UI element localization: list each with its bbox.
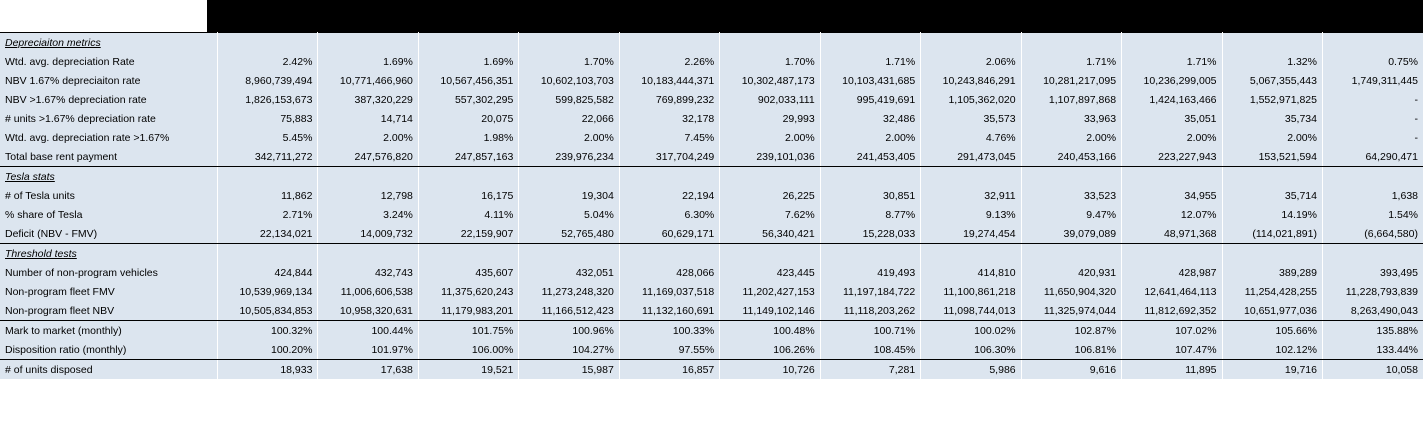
spacer-cell	[921, 244, 1021, 264]
spacer-cell	[1222, 167, 1322, 187]
row-value: 32,911	[921, 186, 1021, 205]
row-value: 317,704,249	[619, 147, 719, 167]
row-value: 420,931	[1021, 263, 1121, 282]
row-value: 902,033,111	[720, 90, 820, 109]
row-value: 424,844	[218, 263, 318, 282]
row-value: 104.27%	[519, 340, 619, 360]
row-value: 11,098,744,013	[921, 301, 1021, 321]
row-value: 34,955	[1122, 186, 1222, 205]
section-header-row	[0, 33, 1423, 53]
row-value: 10,236,299,005	[1122, 71, 1222, 90]
spacer-cell	[519, 244, 619, 264]
table-row	[0, 90, 1423, 109]
spacer-cell	[1222, 244, 1322, 264]
spacer-cell	[1322, 244, 1423, 264]
table-row	[0, 109, 1423, 128]
row-value: 10,302,487,173	[720, 71, 820, 90]
row-value: 106.30%	[921, 340, 1021, 360]
row-value: 12,641,464,113	[1122, 282, 1222, 301]
row-value: 14,009,732	[318, 224, 418, 244]
row-value: 291,473,045	[921, 147, 1021, 167]
row-label: Wtd. avg. depreciation Rate	[0, 52, 218, 71]
table-row	[0, 340, 1423, 360]
row-value: 2.00%	[318, 128, 418, 147]
row-value: 15,228,033	[820, 224, 920, 244]
section-title: Threshold tests	[5, 247, 77, 260]
spacer-cell	[1122, 244, 1222, 264]
row-value: 35,051	[1122, 109, 1222, 128]
row-value: 2.42%	[218, 52, 318, 71]
row-value: 4.11%	[418, 205, 518, 224]
row-value: 239,101,036	[720, 147, 820, 167]
table-row	[0, 321, 1423, 341]
row-value: 75,883	[218, 109, 318, 128]
spacer-cell	[619, 167, 719, 187]
row-value: 11,166,512,423	[519, 301, 619, 321]
table-row	[0, 128, 1423, 147]
row-value: 102.12%	[1222, 340, 1322, 360]
row-value: 11,325,974,044	[1021, 301, 1121, 321]
row-value: 10,771,466,960	[318, 71, 418, 90]
row-value: 11,202,427,153	[720, 282, 820, 301]
row-value: 10,058	[1322, 360, 1423, 380]
row-value: 135.88%	[1322, 321, 1423, 341]
table-row	[0, 282, 1423, 301]
row-value: 387,320,229	[318, 90, 418, 109]
row-value: 11,132,160,691	[619, 301, 719, 321]
row-value: 414,810	[921, 263, 1021, 282]
row-value: 12,798	[318, 186, 418, 205]
spacer-cell	[318, 33, 418, 53]
row-value: 239,976,234	[519, 147, 619, 167]
row-value: 22,194	[619, 186, 719, 205]
row-value: 35,734	[1222, 109, 1322, 128]
row-value: 1,749,311,445	[1322, 71, 1423, 90]
row-value: 995,419,691	[820, 90, 920, 109]
row-value: 5,067,355,443	[1222, 71, 1322, 90]
row-value: 11,006,606,538	[318, 282, 418, 301]
row-value: 435,607	[418, 263, 518, 282]
row-value: 19,304	[519, 186, 619, 205]
row-value: 1,107,897,868	[1021, 90, 1121, 109]
row-value: 15,987	[519, 360, 619, 380]
row-value: 106.00%	[418, 340, 518, 360]
spacer-cell	[418, 244, 518, 264]
row-value: 1,424,163,466	[1122, 90, 1222, 109]
section-title-cell	[0, 33, 218, 53]
row-label: Non-program fleet FMV	[0, 282, 218, 301]
row-label: NBV 1.67% depreciaiton rate	[0, 71, 218, 90]
spacer-cell	[619, 33, 719, 53]
row-label: NBV >1.67% depreciation rate	[0, 90, 218, 109]
row-value: 2.06%	[921, 52, 1021, 71]
row-value: 30,851	[820, 186, 920, 205]
row-label: # units >1.67% depreciation rate	[0, 109, 218, 128]
spacer-cell	[921, 33, 1021, 53]
row-value: 10,281,217,095	[1021, 71, 1121, 90]
row-value: 11,197,184,722	[820, 282, 920, 301]
row-value: 7,281	[820, 360, 920, 380]
row-value: 108.45%	[820, 340, 920, 360]
row-value: 14,714	[318, 109, 418, 128]
row-value: 60,629,171	[619, 224, 719, 244]
row-value: 4.76%	[921, 128, 1021, 147]
row-value: 432,743	[318, 263, 418, 282]
row-value: 599,825,582	[519, 90, 619, 109]
row-value: 389,289	[1222, 263, 1322, 282]
row-value: 11,169,037,518	[619, 282, 719, 301]
row-value: 101.75%	[418, 321, 518, 341]
row-value: 52,765,480	[519, 224, 619, 244]
row-value: 423,445	[720, 263, 820, 282]
row-label: Non-program fleet NBV	[0, 301, 218, 321]
row-value: 19,274,454	[921, 224, 1021, 244]
row-value: 39,079,089	[1021, 224, 1121, 244]
row-value: 11,179,983,201	[418, 301, 518, 321]
row-value: 22,066	[519, 109, 619, 128]
spacer-cell	[519, 33, 619, 53]
row-value: 18,933	[218, 360, 318, 380]
row-value: 16,175	[418, 186, 518, 205]
row-value: 102.87%	[1021, 321, 1121, 341]
row-value: 428,987	[1122, 263, 1222, 282]
row-value: 11,862	[218, 186, 318, 205]
row-value: 428,066	[619, 263, 719, 282]
row-value: 22,159,907	[418, 224, 518, 244]
row-value: 11,895	[1122, 360, 1222, 380]
row-value: 1.71%	[820, 52, 920, 71]
row-value: 100.02%	[921, 321, 1021, 341]
row-value: 2.71%	[218, 205, 318, 224]
row-value: 133.44%	[1322, 340, 1423, 360]
row-value: 2.00%	[519, 128, 619, 147]
row-value: 241,453,405	[820, 147, 920, 167]
spacer-cell	[318, 244, 418, 264]
spacer-cell	[418, 33, 518, 53]
row-value: 153,521,594	[1222, 147, 1322, 167]
row-value: 101.97%	[318, 340, 418, 360]
row-value: 5.45%	[218, 128, 318, 147]
row-value: 7.62%	[720, 205, 820, 224]
row-value: 5,986	[921, 360, 1021, 380]
row-value: 10,183,444,371	[619, 71, 719, 90]
row-value: 247,857,163	[418, 147, 518, 167]
row-label: Total base rent payment	[0, 147, 218, 167]
spacer-cell	[1122, 33, 1222, 53]
row-value: 0.75%	[1322, 52, 1423, 71]
row-value: 1,826,153,673	[218, 90, 318, 109]
row-value: 1.71%	[1021, 52, 1121, 71]
row-value: 105.66%	[1222, 321, 1322, 341]
row-value: 1.69%	[318, 52, 418, 71]
row-value: 20,075	[418, 109, 518, 128]
metrics-table-body	[0, 33, 1423, 380]
row-value: 100.96%	[519, 321, 619, 341]
spacer-cell	[1021, 33, 1121, 53]
row-value: 1,638	[1322, 186, 1423, 205]
row-value: 16,857	[619, 360, 719, 380]
row-value: 240,453,166	[1021, 147, 1121, 167]
row-value: 432,051	[519, 263, 619, 282]
top-banner	[0, 0, 1423, 32]
section-title: Tesla stats	[5, 170, 55, 183]
row-value: 10,243,846,291	[921, 71, 1021, 90]
section-title-cell	[0, 244, 218, 264]
row-value: 100.71%	[820, 321, 920, 341]
spacer-cell	[820, 33, 920, 53]
row-value: 2.00%	[720, 128, 820, 147]
spacer-cell	[921, 167, 1021, 187]
row-value: 223,227,943	[1122, 147, 1222, 167]
spacer-cell	[720, 244, 820, 264]
spacer-cell	[820, 244, 920, 264]
spacer-cell	[1021, 167, 1121, 187]
row-value: 14.19%	[1222, 205, 1322, 224]
spacer-cell	[519, 167, 619, 187]
row-value: 769,899,232	[619, 90, 719, 109]
banner-left-gap	[0, 0, 207, 32]
table-row	[0, 186, 1423, 205]
row-value: 107.47%	[1122, 340, 1222, 360]
spacer-cell	[318, 167, 418, 187]
row-value: 1.54%	[1322, 205, 1423, 224]
row-value: 419,493	[820, 263, 920, 282]
row-value: 100.48%	[720, 321, 820, 341]
row-label: Wtd. avg. depreciation rate >1.67%	[0, 128, 218, 147]
spacer-cell	[1322, 167, 1423, 187]
row-value: 10,726	[720, 360, 820, 380]
section-header-row	[0, 167, 1423, 187]
table-row	[0, 205, 1423, 224]
spacer-cell	[720, 167, 820, 187]
row-value: 11,118,203,262	[820, 301, 920, 321]
row-label: Deficit (NBV - FMV)	[0, 224, 218, 244]
row-value: 8.77%	[820, 205, 920, 224]
table-row	[0, 71, 1423, 90]
row-value: 11,149,102,146	[720, 301, 820, 321]
row-value: 33,523	[1021, 186, 1121, 205]
row-value: -	[1322, 90, 1423, 109]
table-row	[0, 301, 1423, 321]
spacer-cell	[720, 33, 820, 53]
spacer-cell	[619, 244, 719, 264]
metrics-table	[0, 32, 1423, 379]
row-value: 11,100,861,218	[921, 282, 1021, 301]
row-label: Disposition ratio (monthly)	[0, 340, 218, 360]
row-value: 2.00%	[1122, 128, 1222, 147]
row-value: 9.47%	[1021, 205, 1121, 224]
row-value: 11,254,428,255	[1222, 282, 1322, 301]
row-label: % share of Tesla	[0, 205, 218, 224]
spacer-cell	[218, 244, 318, 264]
row-value: 48,971,368	[1122, 224, 1222, 244]
spacer-cell	[1021, 244, 1121, 264]
row-value: 32,178	[619, 109, 719, 128]
row-label: # of Tesla units	[0, 186, 218, 205]
row-value: 10,651,977,036	[1222, 301, 1322, 321]
spacer-cell	[1322, 33, 1423, 53]
row-value: -	[1322, 109, 1423, 128]
row-value: 1.32%	[1222, 52, 1322, 71]
row-value: 1.71%	[1122, 52, 1222, 71]
row-value: 10,567,456,351	[418, 71, 518, 90]
row-value: 393,495	[1322, 263, 1423, 282]
row-value: 64,290,471	[1322, 147, 1423, 167]
row-value: 11,273,248,320	[519, 282, 619, 301]
row-value: 12.07%	[1122, 205, 1222, 224]
row-value: 10,505,834,853	[218, 301, 318, 321]
row-value: 11,375,620,243	[418, 282, 518, 301]
row-value: 247,576,820	[318, 147, 418, 167]
row-value: 35,714	[1222, 186, 1322, 205]
row-value: 1,105,362,020	[921, 90, 1021, 109]
row-value: -	[1322, 128, 1423, 147]
row-value: 1,552,971,825	[1222, 90, 1322, 109]
row-label: Mark to market (monthly)	[0, 321, 218, 341]
row-value: 100.20%	[218, 340, 318, 360]
row-label: # of units disposed	[0, 360, 218, 380]
spacer-cell	[218, 33, 318, 53]
row-value: 10,103,431,685	[820, 71, 920, 90]
row-value: 17,638	[318, 360, 418, 380]
spacer-cell	[418, 167, 518, 187]
row-value: 1.70%	[519, 52, 619, 71]
row-value: 22,134,021	[218, 224, 318, 244]
row-value: 35,573	[921, 109, 1021, 128]
row-value: 19,521	[418, 360, 518, 380]
row-value: 1.69%	[418, 52, 518, 71]
row-value: 3.24%	[318, 205, 418, 224]
row-value: 29,993	[720, 109, 820, 128]
row-value: 26,225	[720, 186, 820, 205]
row-value: 32,486	[820, 109, 920, 128]
row-value: 100.44%	[318, 321, 418, 341]
row-value: 100.33%	[619, 321, 719, 341]
row-value: 2.26%	[619, 52, 719, 71]
row-value: 106.81%	[1021, 340, 1121, 360]
section-title: Depreciaiton metrics	[5, 36, 101, 49]
table-row	[0, 52, 1423, 71]
row-value: 97.55%	[619, 340, 719, 360]
row-value: 10,958,320,631	[318, 301, 418, 321]
row-value: 1.98%	[418, 128, 518, 147]
row-value: 106.26%	[720, 340, 820, 360]
row-value: (6,664,580)	[1322, 224, 1423, 244]
row-value: 1.70%	[720, 52, 820, 71]
row-value: 7.45%	[619, 128, 719, 147]
row-value: 33,963	[1021, 109, 1121, 128]
row-value: 10,602,103,703	[519, 71, 619, 90]
row-value: 11,228,793,839	[1322, 282, 1423, 301]
row-value: 19,716	[1222, 360, 1322, 380]
row-value: 2.00%	[1222, 128, 1322, 147]
spacer-cell	[1122, 167, 1222, 187]
row-value: (114,021,891)	[1222, 224, 1322, 244]
spacer-cell	[1222, 33, 1322, 53]
row-value: 2.00%	[820, 128, 920, 147]
spacer-cell	[218, 167, 318, 187]
row-label: Number of non-program vehicles	[0, 263, 218, 282]
table-row	[0, 360, 1423, 380]
row-value: 9.13%	[921, 205, 1021, 224]
row-value: 8,263,490,043	[1322, 301, 1423, 321]
table-row	[0, 224, 1423, 244]
row-value: 11,812,692,352	[1122, 301, 1222, 321]
row-value: 8,960,739,494	[218, 71, 318, 90]
row-value: 342,711,272	[218, 147, 318, 167]
spacer-cell	[820, 167, 920, 187]
row-value: 56,340,421	[720, 224, 820, 244]
row-value: 100.32%	[218, 321, 318, 341]
section-title-cell	[0, 167, 218, 187]
row-value: 5.04%	[519, 205, 619, 224]
row-value: 9,616	[1021, 360, 1121, 380]
row-value: 6.30%	[619, 205, 719, 224]
row-value: 10,539,969,134	[218, 282, 318, 301]
row-value: 11,650,904,320	[1021, 282, 1121, 301]
table-row	[0, 147, 1423, 167]
section-header-row	[0, 244, 1423, 264]
row-value: 2.00%	[1021, 128, 1121, 147]
row-value: 107.02%	[1122, 321, 1222, 341]
table-row	[0, 263, 1423, 282]
row-value: 557,302,295	[418, 90, 518, 109]
